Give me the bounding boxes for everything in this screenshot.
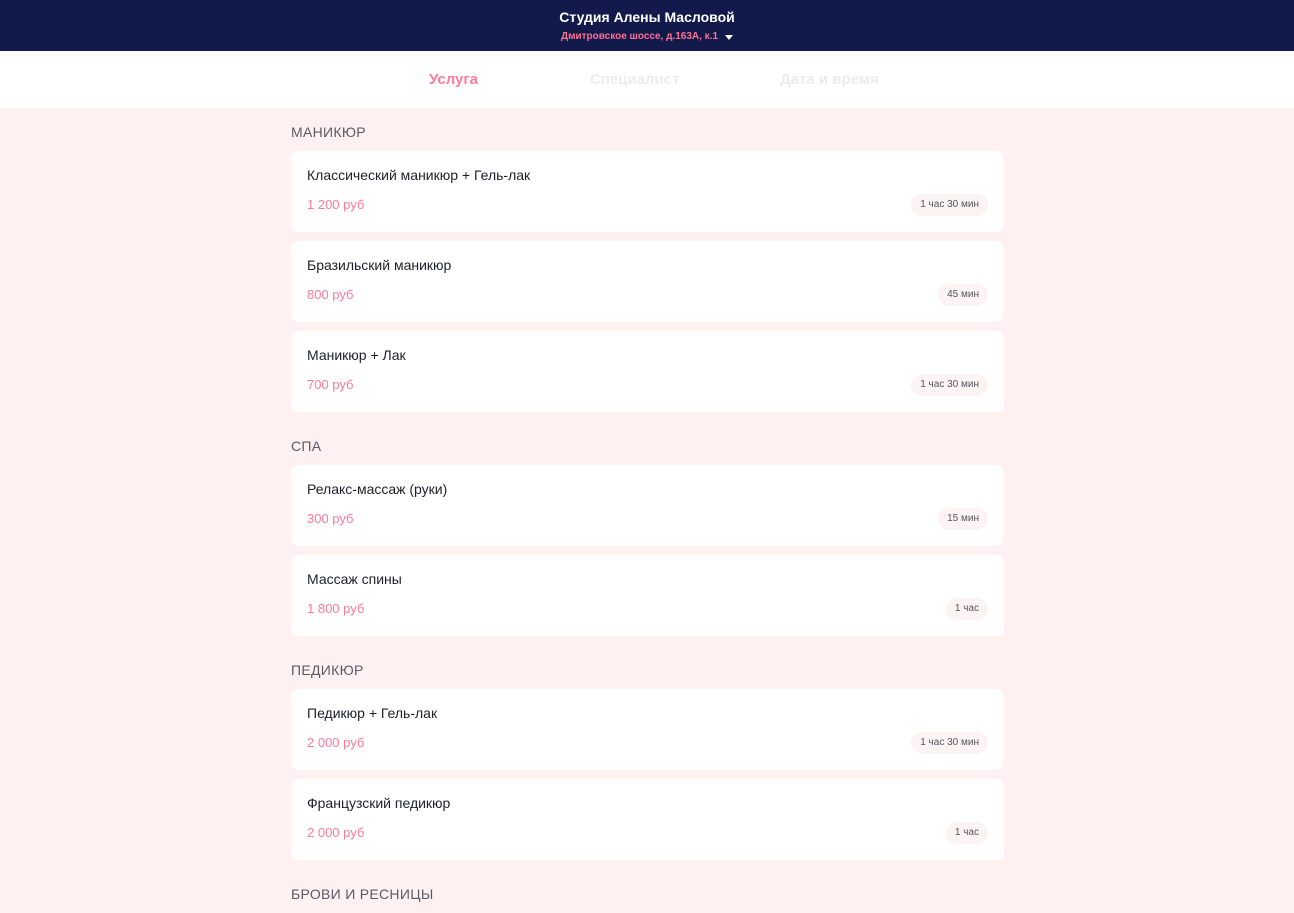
service-card[interactable] (291, 331, 1004, 412)
service-name: Классический маникюр + Гель-лак (307, 167, 531, 183)
service-card[interactable] (291, 241, 1004, 322)
service-price: 1 800 руб (307, 601, 365, 616)
service-duration-badge: 1 час 30 мин (911, 194, 988, 216)
studio-title: Студия Алены Масловой (559, 9, 735, 25)
tab-service[interactable]: Услуга (429, 71, 478, 88)
service-price: 800 руб (307, 287, 354, 302)
service-price: 2 000 руб (307, 735, 365, 750)
booking-steps-tabs (0, 51, 1294, 108)
chevron-down-icon (725, 35, 733, 40)
category-title: МАНИКЮР (291, 124, 366, 140)
service-card[interactable] (291, 689, 1004, 770)
tab-specialist[interactable]: Специалист (590, 71, 680, 88)
service-duration-badge: 1 час (946, 822, 988, 844)
service-duration-badge: 45 мин (938, 284, 988, 306)
service-card[interactable] (291, 555, 1004, 636)
service-price: 300 руб (307, 511, 354, 526)
services-list (291, 108, 1004, 913)
service-card[interactable] (291, 465, 1004, 546)
service-card[interactable] (291, 151, 1004, 232)
service-duration-badge: 15 мин (938, 508, 988, 530)
service-name: Французский педикюр (307, 795, 451, 811)
service-name: Маникюр + Лак (307, 347, 406, 363)
service-name: Массаж спины (307, 571, 402, 587)
app-header (0, 0, 1294, 51)
tab-date-time[interactable]: Дата и время (780, 71, 879, 88)
service-price: 1 200 руб (307, 197, 365, 212)
service-card[interactable] (291, 779, 1004, 860)
service-name: Педикюр + Гель-лак (307, 705, 438, 721)
service-duration-badge: 1 час 30 мин (911, 732, 988, 754)
address-selector[interactable] (561, 30, 733, 44)
service-price: 700 руб (307, 377, 354, 392)
service-duration-badge: 1 час (946, 598, 988, 620)
service-duration-badge: 1 час 30 мин (911, 374, 988, 396)
service-name: Бразильский маникюр (307, 257, 452, 273)
service-price: 2 000 руб (307, 825, 365, 840)
category-title: БРОВИ И РЕСНИЦЫ (291, 886, 434, 902)
address-text: Дмитровское шоссе, д.163А, к.1 (560, 31, 719, 42)
category-title: СПА (291, 438, 322, 454)
service-name: Релакс-массаж (руки) (307, 481, 448, 497)
category-title: ПЕДИКЮР (291, 662, 364, 678)
